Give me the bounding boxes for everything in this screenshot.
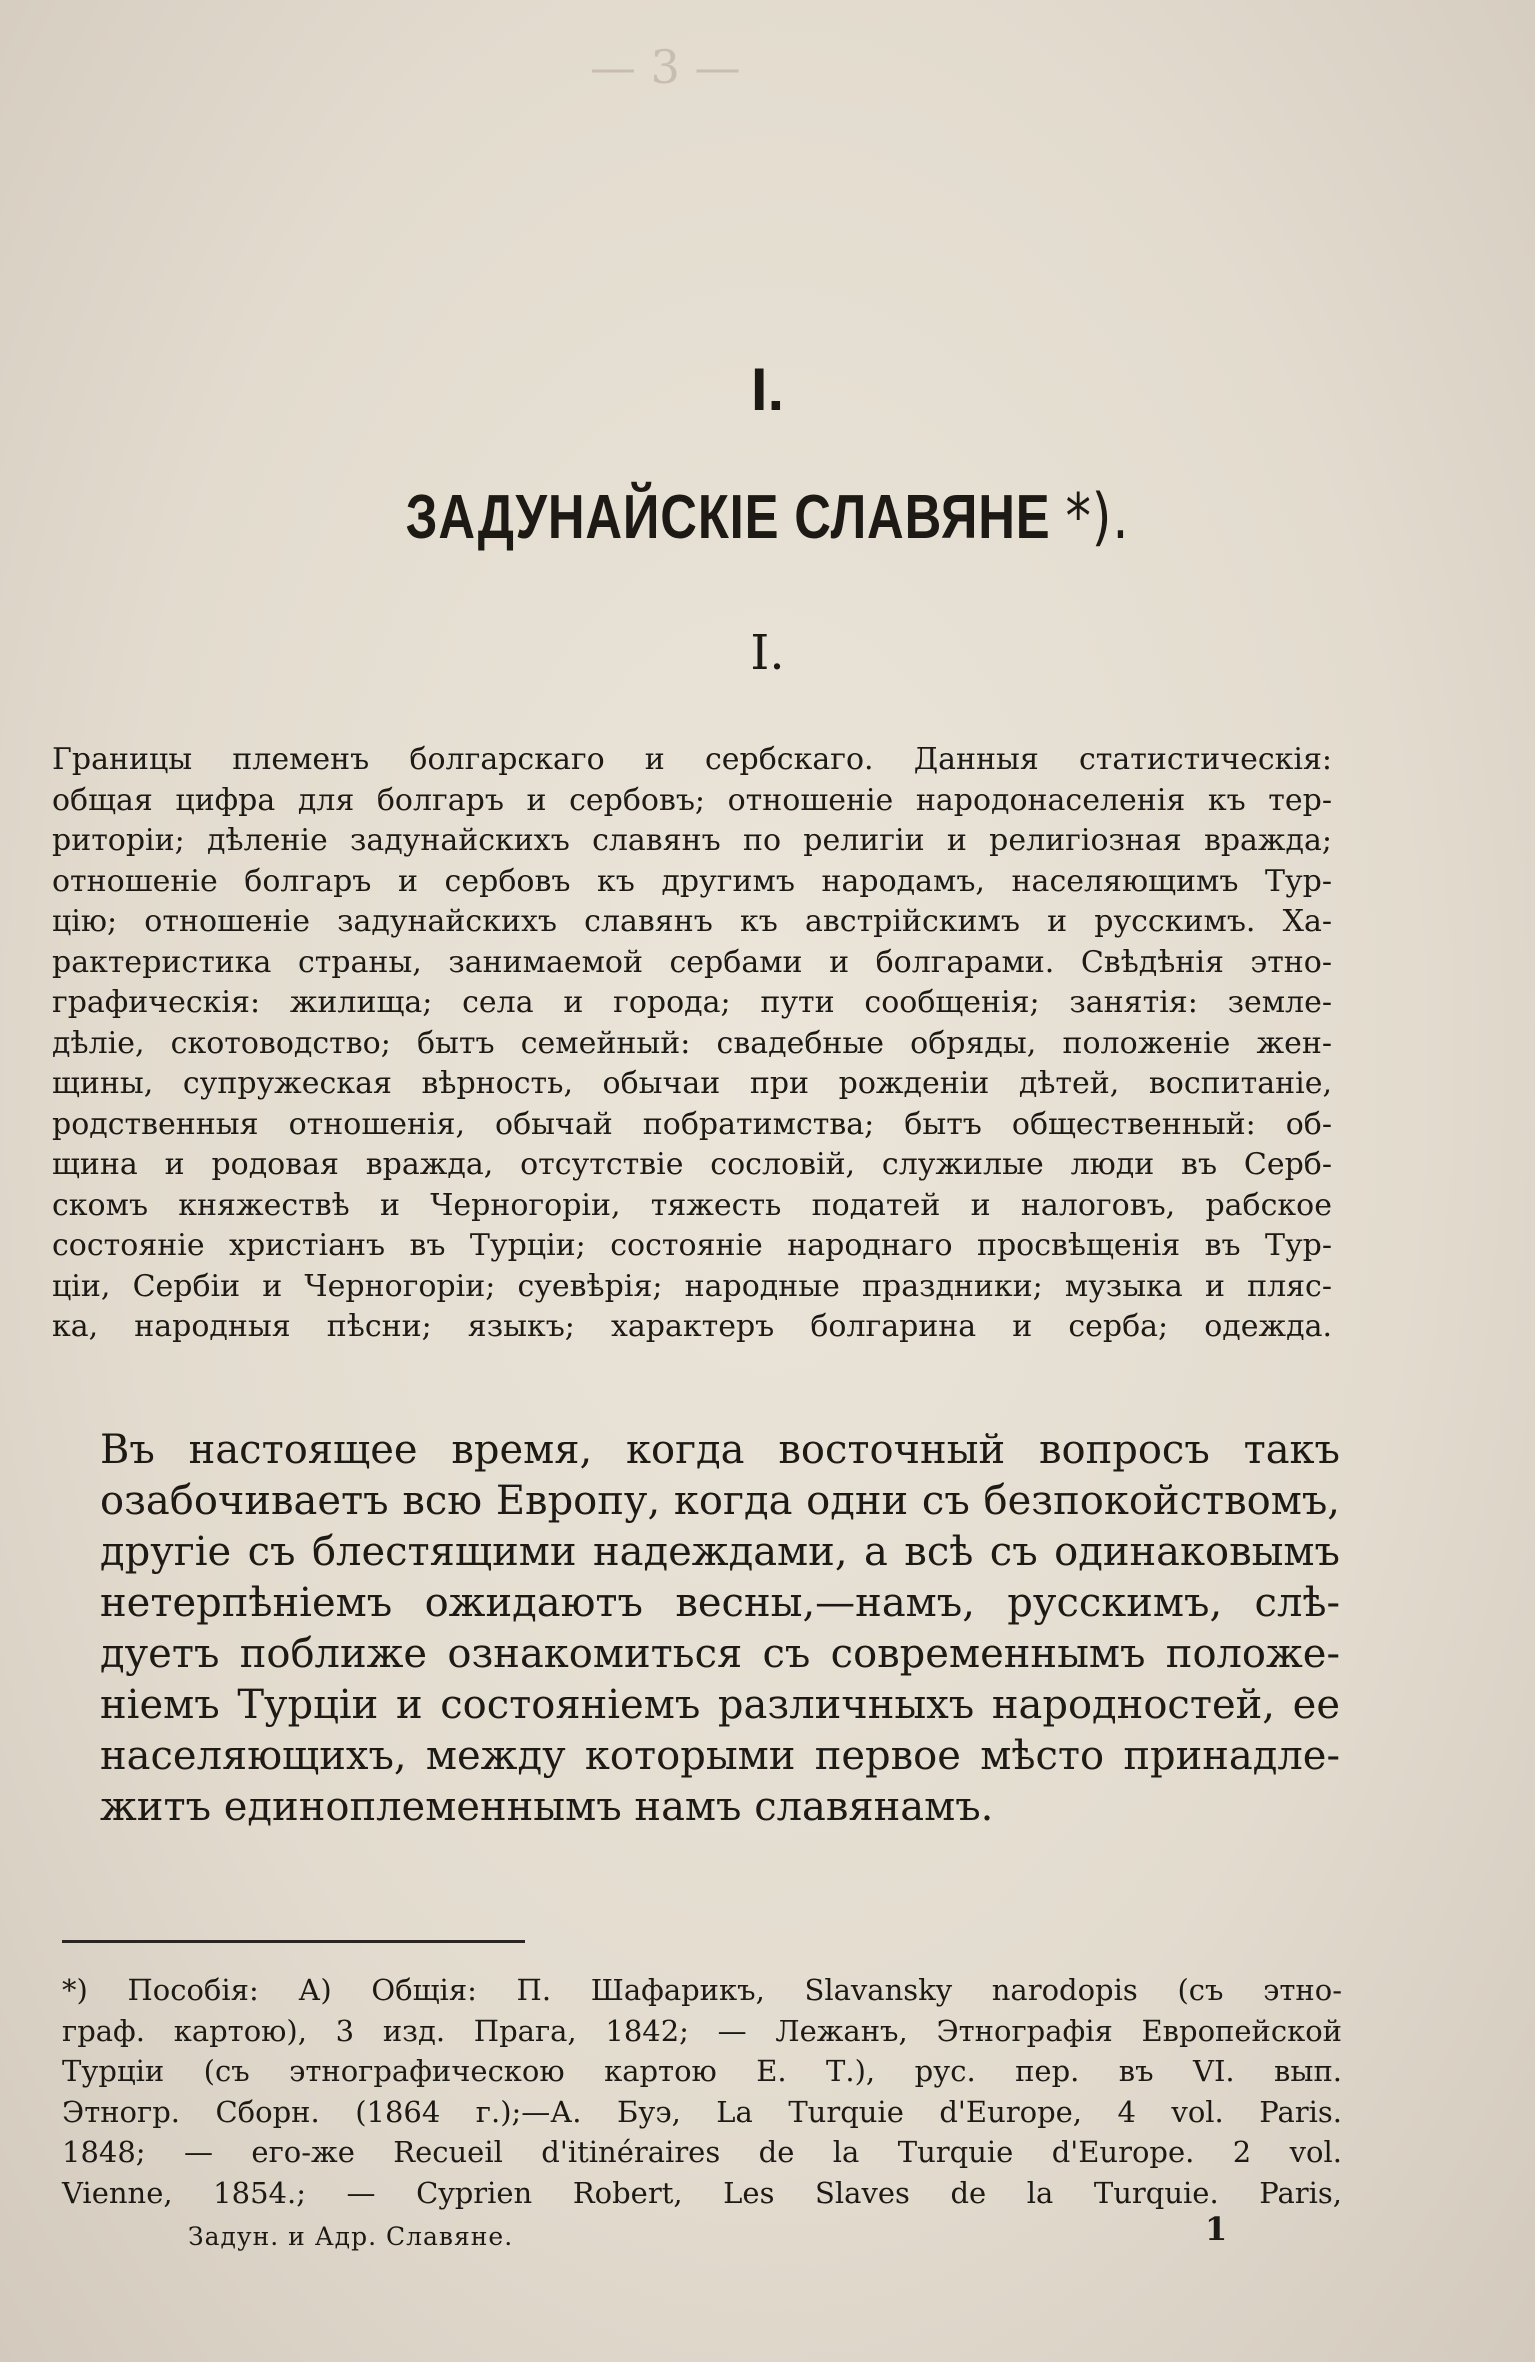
- body-line: Въ настоящее время, когда восточный вопросъ такъ: [100, 1427, 1340, 1473]
- body-line: дуетъ поближе ознакомиться съ современнымъ положе-: [100, 1631, 1340, 1677]
- faint-bleedthrough-page-number: — 3 —: [590, 40, 741, 94]
- summary-line: риторіи; дѣленіе задунайскихъ славянъ по религіи и религіозная вражда;: [52, 823, 1332, 858]
- summary-line: ка, народныя пѣсни; языкъ; характеръ болгарина и серба; одежда.: [52, 1309, 1332, 1344]
- body-line: другіе съ блестящими надеждами, а всѣ съ одинаковымъ: [100, 1529, 1340, 1575]
- body-line: ніемъ Турціи и состояніемъ различныхъ народностей, ее: [100, 1682, 1340, 1728]
- footnote-line: Турціи (съ этнографическою картою Е. Т.), рус. пер. въ VI. вып.: [62, 2054, 1342, 2088]
- body-line: населяющихъ, между которыми первое мѣсто принадле-: [100, 1733, 1340, 1779]
- chapter-summary: [52, 740, 1332, 1348]
- summary-line: графическія: жилища; села и города; пути сообщенія; занятія: земле-: [52, 985, 1332, 1020]
- summary-line: общая цифра для болгаръ и сербовъ; отношеніе народонаселенія къ тер-: [52, 782, 1332, 818]
- title-text: ЗАДУНАЙСКІЕ СЛАВЯНЕ: [405, 483, 1051, 552]
- chapter-title: [138, 480, 1397, 553]
- body-line: озабочиваетъ всю Европу, когда одни съ безпокойствомъ,: [100, 1478, 1340, 1524]
- summary-line: скомъ княжествѣ и Черногоріи, тяжесть податей и налоговъ, рабское: [52, 1187, 1332, 1223]
- summary-line: состояніе христіанъ въ Турціи; состояніе народнаго просвѣщенія въ Тур-: [52, 1228, 1332, 1263]
- footnote-line: граф. картою), 3 изд. Прага, 1842; — Лежанъ, Этнографія Европейской: [62, 2013, 1342, 2048]
- summary-line: Границы племенъ болгарскаго и сербскаго. Данныя статистическія:: [52, 742, 1332, 777]
- body-paragraph: [100, 1425, 1340, 1833]
- page-number: 1: [1205, 2210, 1228, 2248]
- summary-line: цію; отношеніе задунайскихъ славянъ къ австрійскимъ и русскимъ. Ха-: [52, 904, 1332, 939]
- footnote-line: *) Пособія: А) Общія: П. Шафарикъ, Slavansky narodopis (съ этно-: [62, 1973, 1342, 2007]
- summary-line: рактеристика страны, занимаемой сербами и болгарами. Свѣдѣнія этно-: [52, 944, 1332, 980]
- chapter-number: I.: [750, 625, 785, 681]
- footnote-line: Vienne, 1854.; — Cyprien Robert, Les Slaves de la Turquie. Paris,: [62, 2175, 1342, 2210]
- footnote-line: 1848; — его-же Recueil d'itinéraires de la Turquie d'Europe. 2 vol.: [62, 2135, 1342, 2169]
- part-number: I.: [750, 356, 785, 423]
- summary-line: щина и родовая вражда, отсутствіе сословій, служилые люди въ Серб-: [52, 1147, 1332, 1182]
- footnote-divider: [62, 1940, 525, 1943]
- footnote-line: Этногр. Сборн. (1864 г.);—А. Буэ, La Turquie d'Europe, 4 vol. Paris.: [62, 2094, 1342, 2129]
- body-line: житъ единоплеменнымъ намъ славянамъ.: [100, 1784, 994, 1830]
- summary-line: ціи, Сербіи и Черногоріи; суевѣрія; народные праздники; музыка и пляс-: [52, 1268, 1332, 1304]
- body-line: нетерпѣніемъ ожидаютъ весны,—намъ, русскимъ, слѣ-: [100, 1580, 1340, 1626]
- summary-line: родственныя отношенія, обычай побратимства; бытъ общественный: об-: [52, 1106, 1332, 1142]
- summary-line: дѣліе, скотоводство; бытъ семейный: свадебные обряды, положеніе жен-: [52, 1025, 1332, 1061]
- summary-line: щины, супружеская вѣрность, обычаи при рожденіи дѣтей, воспитаніе,: [52, 1066, 1332, 1101]
- footnote: [62, 1970, 1342, 2213]
- summary-line: отношеніе болгаръ и сербовъ къ другимъ народамъ, населяющимъ Тур-: [52, 863, 1332, 899]
- printer-signature: Задун. и Адр. Славяне.: [188, 2222, 514, 2251]
- footnote-mark: *).: [1065, 480, 1130, 553]
